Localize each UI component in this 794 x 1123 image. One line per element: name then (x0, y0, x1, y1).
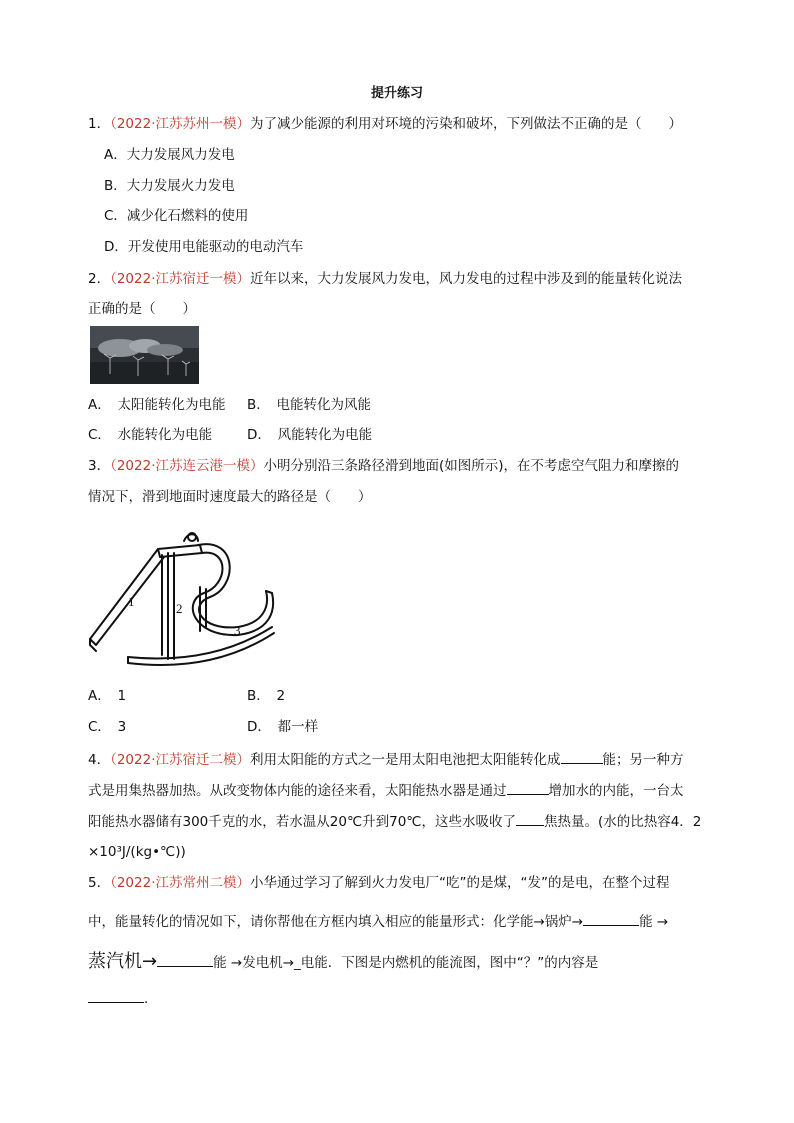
q1-option-b[interactable]: B．大力发展火力发电 (104, 178, 235, 194)
q3-source: （2022·江苏连云港一模） (110, 458, 264, 474)
q3-text-line1: 小明分别沿三条路径滑到地面(如图所示)，在不考虑空气阻力和摩擦的 (263, 458, 680, 474)
q5-line2 (88, 911, 668, 932)
q5-blank-3[interactable] (88, 988, 144, 1003)
q4-line4: ×10³J/(kg•℃)) (88, 844, 186, 860)
q2-stem (88, 269, 682, 289)
q5-text-3big: 蒸汽机→ (88, 951, 158, 972)
path-label-3: 3 (234, 623, 241, 638)
q4-text-2a: 式是用集热器加热。从改变物体内能的途径来看，太阳能热水器是通过 (88, 783, 507, 799)
q2-number: 2． (88, 271, 111, 287)
q4-blank-2[interactable] (507, 780, 549, 795)
q1-option-c[interactable]: C．减少化石燃料的使用 (104, 208, 249, 224)
q4-text-3a: 阳能热水器储有300千克的水，若水温从20℃升到70℃，这些水吸收了 (88, 814, 516, 830)
path-label-1: 1 (128, 594, 135, 609)
q5-line1 (88, 873, 669, 893)
q4-blank-3[interactable] (516, 811, 544, 826)
q2-source: （2022·江苏宿迁一模） (110, 271, 250, 287)
path-label-2: 2 (176, 601, 183, 616)
slide-paths-figure (88, 527, 278, 672)
q2-option-b[interactable]: B． 电能转化为风能 (247, 397, 372, 413)
q5-text-3a: 能 →发电机→_电能．下图是内燃机的能流图，图中“？”的内容是 (213, 955, 599, 971)
q3-option-a[interactable]: A． 1 (88, 688, 127, 704)
q4-text-3b: 焦热量。(水的比热容4．2 (543, 814, 702, 830)
page-title: 提升练习 (370, 86, 423, 101)
q1-number: 1． (88, 116, 111, 132)
q3-stem (88, 456, 679, 476)
q5-line4 (88, 988, 148, 1009)
q5-number: 5． (88, 875, 111, 891)
q4-line1 (88, 749, 684, 770)
q5-line3 (88, 950, 598, 975)
q5-text-1: 小华通过学习了解到火力发电厂“吃”的是煤，“发”的是电，在整个过程 (250, 875, 670, 891)
q1-source: （2022·江苏苏州一模） (110, 116, 250, 132)
q5-source: （2022·江苏常州二模） (110, 875, 250, 891)
q5-text-2a: 中，能量转化的情况如下，请你帮他在方框内填入相应的能量形式：化学能→锅炉→ (88, 914, 584, 930)
q3-text-line2: 情况下，滑到地面时速度最大的路径是（ ） (88, 489, 372, 505)
q5-blank-1[interactable] (583, 911, 639, 926)
q4-text-1b: 能；另一种方 (602, 752, 684, 768)
q4-line2 (88, 780, 684, 801)
q1-stem (88, 114, 682, 134)
q4-text-1a: 利用太阳能的方式之一是用太阳电池把太阳能转化成 (250, 752, 561, 768)
q5-blank-2[interactable] (157, 952, 213, 967)
q2-option-a[interactable]: A． 太阳能转化为电能 (88, 397, 226, 413)
q5-text-4: . (144, 991, 149, 1007)
q3-option-b[interactable]: B． 2 (247, 688, 286, 704)
q1-option-d[interactable]: D．开发使用电能驱动的电动汽车 (104, 239, 304, 255)
q1-option-a[interactable]: A．大力发展风力发电 (104, 147, 235, 163)
q3-option-d[interactable]: D． 都一样 (247, 719, 319, 735)
q4-blank-1[interactable] (561, 749, 603, 764)
q2-option-c[interactable]: C． 水能转化为电能 (88, 427, 213, 443)
q3-option-c[interactable]: C． 3 (88, 719, 127, 735)
q4-line3 (88, 811, 701, 832)
q2-text-line1: 近年以来，大力发展风力发电，风力发电的过程中涉及到的能量转化说法 (250, 271, 682, 287)
q2-option-d[interactable]: D． 风能转化为电能 (247, 427, 373, 443)
q5-text-2b: 能 → (639, 914, 669, 930)
q4-text-2b: 增加水的内能，一台太 (548, 783, 684, 799)
q2-text-line2: 正确的是（ ） (88, 301, 196, 317)
q4-number: 4． (88, 752, 111, 768)
wind-farm-photo (90, 326, 199, 384)
q4-source: （2022·江苏宿迁二模） (110, 752, 250, 768)
q3-number: 3． (88, 458, 111, 474)
q1-text: 为了减少能源的利用对环境的污染和破坏，下列做法不正确的是（ ） (250, 116, 682, 132)
